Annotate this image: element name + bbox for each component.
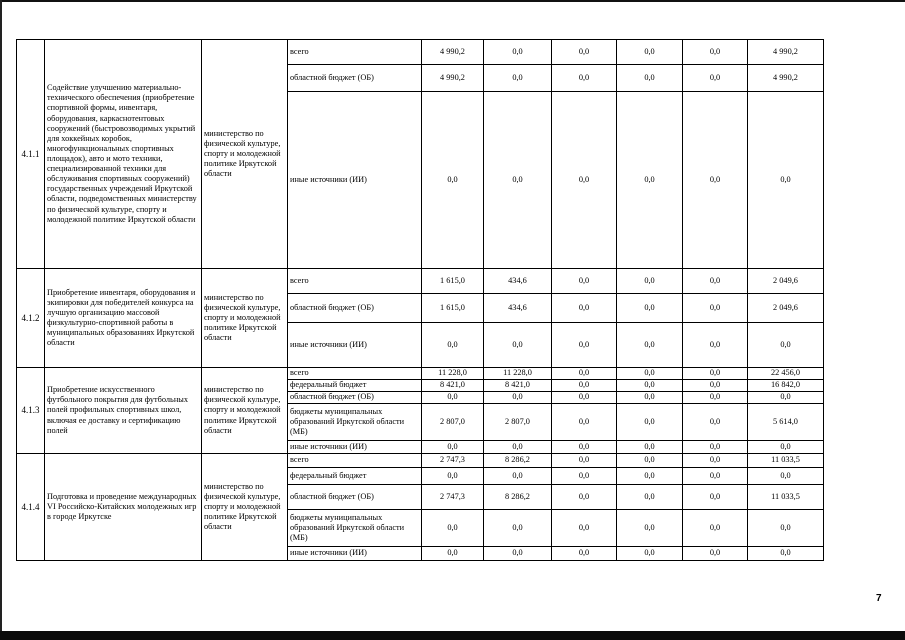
value-cell: 0,0 — [683, 65, 748, 92]
value-cell: 4 990,2 — [422, 40, 484, 65]
value-cell: 0,0 — [617, 485, 683, 510]
value-cell: 0,0 — [552, 468, 617, 485]
funding-source: всего — [288, 454, 422, 468]
value-cell: 0,0 — [683, 323, 748, 368]
value-cell: 0,0 — [683, 368, 748, 380]
value-cell: 2 049,6 — [748, 294, 824, 323]
table-row — [17, 269, 824, 294]
value-cell: 0,0 — [617, 468, 683, 485]
activity-name: Подготовка и проведение международных VI Российско-Китайских молодежных игр в городе Иркутске — [45, 454, 202, 561]
value-cell: 0,0 — [552, 65, 617, 92]
funding-source: областной бюджет (ОБ) — [288, 294, 422, 323]
value-cell: 0,0 — [617, 454, 683, 468]
value-cell: 0,0 — [683, 454, 748, 468]
value-cell: 0,0 — [484, 40, 552, 65]
funding-source: областной бюджет (ОБ) — [288, 392, 422, 404]
value-cell: 0,0 — [552, 380, 617, 392]
page-number: 7 — [876, 593, 882, 604]
funding-source: иные источники (ИИ) — [288, 547, 422, 561]
value-cell: 4 990,2 — [422, 65, 484, 92]
funding-source: иные источники (ИИ) — [288, 92, 422, 269]
value-cell: 434,6 — [484, 294, 552, 323]
value-cell: 11 033,5 — [748, 454, 824, 468]
row-number: 4.1.3 — [17, 368, 45, 454]
funding-source: федеральный бюджет — [288, 468, 422, 485]
value-cell: 8 286,2 — [484, 454, 552, 468]
activity-name: Приобретение инвентаря, оборудования и экипировки для победителей конкурса на лучшую организацию массовой физкультурно-спортивной работы в муниципальных образованиях Иркутской области — [45, 269, 202, 368]
value-cell: 0,0 — [683, 441, 748, 454]
row-number: 4.1.4 — [17, 454, 45, 561]
value-cell: 0,0 — [552, 294, 617, 323]
value-cell: 16 842,0 — [748, 380, 824, 392]
scan-top-edge — [0, 0, 905, 2]
value-cell: 11 228,0 — [484, 368, 552, 380]
value-cell: 0,0 — [484, 468, 552, 485]
value-cell: 0,0 — [422, 323, 484, 368]
value-cell: 0,0 — [422, 441, 484, 454]
value-cell: 0,0 — [484, 65, 552, 92]
value-cell: 0,0 — [617, 294, 683, 323]
value-cell: 2 049,6 — [748, 269, 824, 294]
funding-source: всего — [288, 368, 422, 380]
funding-source: иные источники (ИИ) — [288, 323, 422, 368]
value-cell: 22 456,0 — [748, 368, 824, 380]
value-cell: 0,0 — [617, 510, 683, 547]
value-cell: 0,0 — [683, 269, 748, 294]
value-cell: 4 990,2 — [748, 65, 824, 92]
value-cell: 8 421,0 — [484, 380, 552, 392]
value-cell: 0,0 — [748, 510, 824, 547]
value-cell: 0,0 — [552, 485, 617, 510]
value-cell: 0,0 — [683, 404, 748, 441]
value-cell: 0,0 — [748, 323, 824, 368]
value-cell: 2 807,0 — [484, 404, 552, 441]
value-cell: 0,0 — [748, 392, 824, 404]
activity-name: Содействие улучшению материально-технического обеспечения (приобретение спортивной формы, инвентаря, оборудования, каркаснотентовых сооружений (быстровозводимых укрытий для хоккейных коробок, многофункциональных спортивных площадок), авто и мото техники, специализированной техники для обслуживания спортивных сооружений) государственных учреждений Иркутской области, подведомственных министерству по физической культуре, спорту и молодежной политике Иркутской области — [45, 40, 202, 269]
funding-source: всего — [288, 40, 422, 65]
value-cell: 0,0 — [617, 323, 683, 368]
value-cell: 2 747,3 — [422, 485, 484, 510]
value-cell: 0,0 — [422, 392, 484, 404]
value-cell: 0,0 — [484, 441, 552, 454]
value-cell: 0,0 — [617, 40, 683, 65]
value-cell: 0,0 — [552, 441, 617, 454]
scan-bottom-edge — [0, 631, 905, 640]
value-cell: 0,0 — [552, 510, 617, 547]
value-cell: 0,0 — [552, 547, 617, 561]
value-cell: 0,0 — [683, 294, 748, 323]
value-cell: 0,0 — [484, 510, 552, 547]
value-cell: 0,0 — [683, 40, 748, 65]
value-cell: 0,0 — [484, 92, 552, 269]
value-cell: 0,0 — [617, 65, 683, 92]
table-row — [17, 368, 824, 380]
value-cell: 2 747,3 — [422, 454, 484, 468]
value-cell: 0,0 — [552, 454, 617, 468]
value-cell: 0,0 — [683, 392, 748, 404]
value-cell: 0,0 — [422, 92, 484, 269]
value-cell: 8 286,2 — [484, 485, 552, 510]
value-cell: 0,0 — [617, 92, 683, 269]
value-cell: 0,0 — [617, 441, 683, 454]
value-cell: 0,0 — [552, 269, 617, 294]
value-cell: 0,0 — [617, 547, 683, 561]
funding-source: бюджеты муниципальных образований Иркутской области (МБ) — [288, 510, 422, 547]
value-cell: 11 228,0 — [422, 368, 484, 380]
scan-left-edge — [0, 0, 2, 640]
value-cell: 0,0 — [748, 547, 824, 561]
value-cell: 0,0 — [552, 392, 617, 404]
row-number: 4.1.1 — [17, 40, 45, 269]
executor: министерство по физической культуре, спорту и молодежной политике Иркутской области — [202, 368, 288, 454]
value-cell: 0,0 — [683, 547, 748, 561]
value-cell: 1 615,0 — [422, 269, 484, 294]
funding-source: областной бюджет (ОБ) — [288, 65, 422, 92]
value-cell: 0,0 — [552, 40, 617, 65]
value-cell: 0,0 — [617, 404, 683, 441]
value-cell: 0,0 — [617, 392, 683, 404]
funding-source: бюджеты муниципальных образований Иркутской области (МБ) — [288, 404, 422, 441]
row-number: 4.1.2 — [17, 269, 45, 368]
value-cell: 1 615,0 — [422, 294, 484, 323]
table-row — [17, 454, 824, 468]
value-cell: 0,0 — [484, 547, 552, 561]
value-cell: 0,0 — [422, 510, 484, 547]
funding-table — [16, 39, 824, 561]
executor: министерство по физической культуре, спорту и молодежной политике Иркутской области — [202, 269, 288, 368]
value-cell: 0,0 — [552, 323, 617, 368]
value-cell: 0,0 — [748, 92, 824, 269]
value-cell: 0,0 — [748, 441, 824, 454]
value-cell: 0,0 — [683, 380, 748, 392]
value-cell: 11 033,5 — [748, 485, 824, 510]
value-cell: 0,0 — [748, 468, 824, 485]
value-cell: 0,0 — [422, 468, 484, 485]
table-row — [17, 40, 824, 65]
value-cell: 0,0 — [617, 368, 683, 380]
value-cell: 4 990,2 — [748, 40, 824, 65]
funding-source: федеральный бюджет — [288, 380, 422, 392]
value-cell: 0,0 — [617, 269, 683, 294]
executor: министерство по физической культуре, спорту и молодежной политике Иркутской области — [202, 454, 288, 561]
executor: министерство по физической культуре, спорту и молодежной политике Иркутской области — [202, 40, 288, 269]
value-cell: 5 614,0 — [748, 404, 824, 441]
value-cell: 0,0 — [422, 547, 484, 561]
value-cell: 2 807,0 — [422, 404, 484, 441]
value-cell: 434,6 — [484, 269, 552, 294]
value-cell: 0,0 — [552, 92, 617, 269]
value-cell: 0,0 — [617, 380, 683, 392]
value-cell: 8 421,0 — [422, 380, 484, 392]
funding-source: областной бюджет (ОБ) — [288, 485, 422, 510]
value-cell: 0,0 — [683, 510, 748, 547]
value-cell: 0,0 — [683, 92, 748, 269]
value-cell: 0,0 — [552, 404, 617, 441]
activity-name: Приобретение искусственного футбольного покрытия для футбольных полей профильных спортивных школ, включая ее доставку и сертификацию полей — [45, 368, 202, 454]
funding-source: всего — [288, 269, 422, 294]
funding-source: иные источники (ИИ) — [288, 441, 422, 454]
value-cell: 0,0 — [683, 468, 748, 485]
value-cell: 0,0 — [683, 485, 748, 510]
value-cell: 0,0 — [484, 392, 552, 404]
value-cell: 0,0 — [552, 368, 617, 380]
value-cell: 0,0 — [484, 323, 552, 368]
